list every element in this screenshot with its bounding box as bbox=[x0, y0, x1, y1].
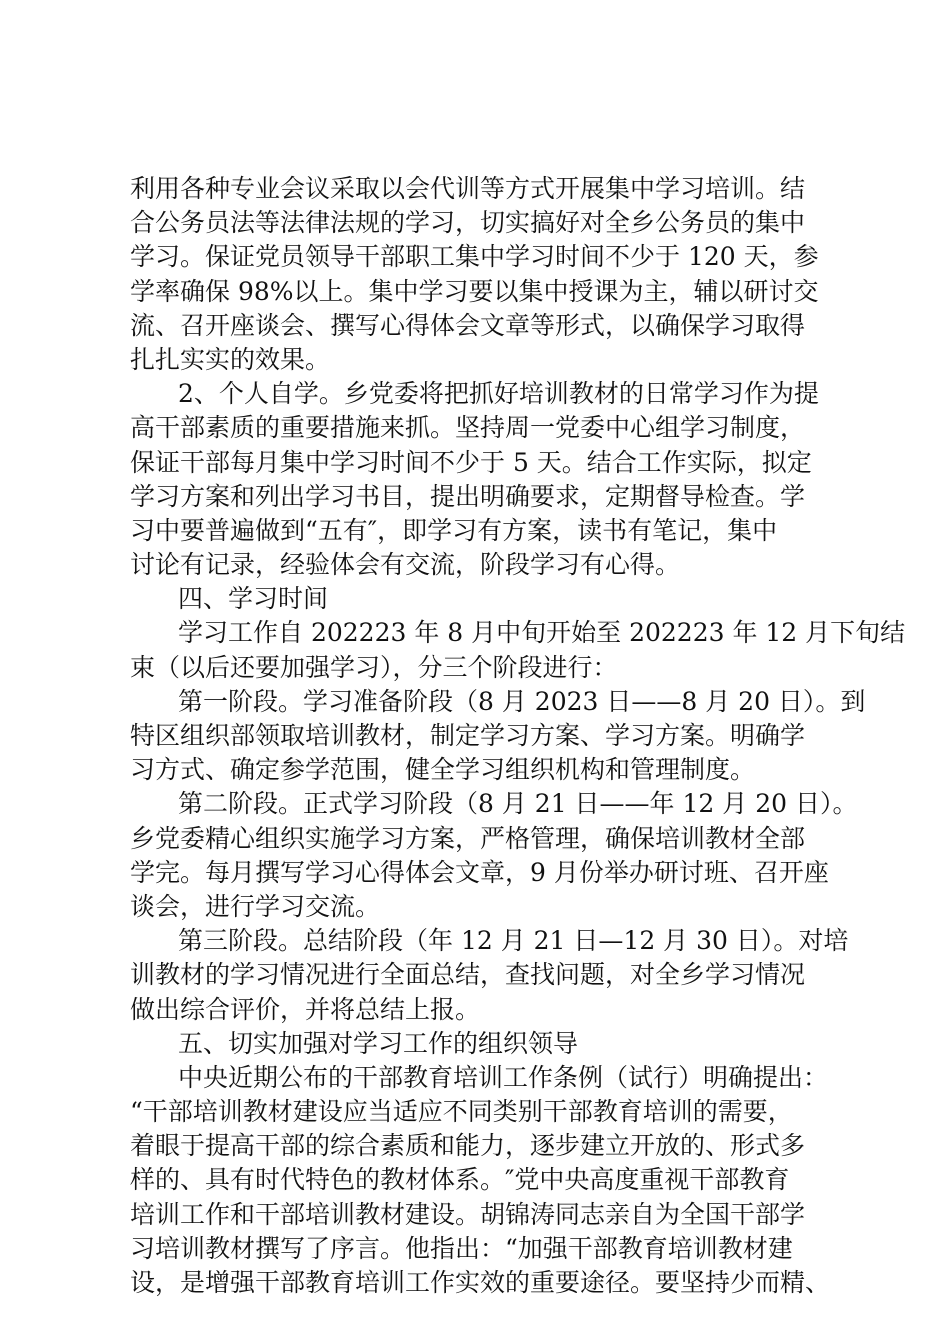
text-line: 流、召开座谈会、撰写心得体会文章等形式，以确保学习取得 bbox=[130, 310, 806, 340]
text-line: 做出综合评价，并将总结上报。 bbox=[130, 994, 481, 1024]
paragraph-start-line: 中央近期公布的干部教育培训工作条例（试行）明确提出： bbox=[178, 1062, 829, 1092]
body-text bbox=[130, 172, 906, 1300]
text-line: 学习方案和列出学习书目，提出明确要求，定期督导检查。学 bbox=[130, 481, 806, 511]
text-line: “干部培训教材建设应当适应不同类别干部教育培训的需要， bbox=[130, 1097, 793, 1127]
paragraph-start-line: 2、个人自学。乡党委将把抓好培训教材的日常学习作为提 bbox=[178, 379, 819, 409]
text-line: 高干部素质的重要措施来抓。坚持周一党委中心组学习制度， bbox=[130, 413, 806, 443]
text-line: 扎扎实实的效果。 bbox=[130, 344, 331, 374]
text-line: 谈会，进行学习交流。 bbox=[130, 891, 381, 921]
text-line: 习方式、确定参学范围，健全学习组织机构和管理制度。 bbox=[130, 755, 756, 785]
text-line: 培训工作和干部培训教材建设。胡锦涛同志亲自为全国干部学 bbox=[130, 1199, 806, 1229]
text-line: 学率确保 98%以上。集中学习要以集中授课为主，辅以研讨交 bbox=[130, 276, 819, 306]
paragraph-start-line: 第二阶段。正式学习阶段（8 月 21 日——年 12 月 20 日）。 bbox=[178, 789, 858, 819]
text-line: 习培训教材撰写了序言。他指出：“加强干部教育培训教材建 bbox=[130, 1233, 793, 1263]
text-line: 训教材的学习情况进行全面总结，查找问题，对全乡学习情况 bbox=[130, 960, 806, 990]
text-line: 特区组织部领取培训教材，制定学习方案、学习方案。明确学 bbox=[130, 721, 806, 750]
text-line: 学完。每月撰写学习心得体会文章，9 月份举办研讨班、召开座 bbox=[130, 857, 829, 887]
text-line: 学习。保证党员领导干部职工集中学习时间不少于 120 天，参 bbox=[130, 242, 819, 272]
text-line: 合公务员法等法律法规的学习，切实搞好对全乡公务员的集中 bbox=[130, 208, 806, 238]
section-heading: 四、学习时间 bbox=[178, 584, 329, 614]
text-line: 样的、具有时代特色的教材体系。″党中央高度重视干部教育 bbox=[130, 1165, 790, 1195]
text-line: 着眼于提高干部的综合素质和能力，逐步建立开放的、形式多 bbox=[130, 1131, 806, 1161]
text-line: 利用各种专业会议采取以会代训等方式开展集中学习培训。结 bbox=[130, 174, 806, 203]
paragraph-start-line: 学习工作自 202223 年 8 月中旬开始至 202223 年 12 月下旬结 bbox=[178, 618, 906, 648]
section-heading: 五、切实加强对学习工作的组织领导 bbox=[178, 1028, 579, 1058]
text-line: 讨论有记录，经验体会有交流，阶段学习有心得。 bbox=[130, 550, 681, 580]
paragraph-start-line: 第三阶段。总结阶段（年 12 月 21 日—12 月 30 日）。对培 bbox=[178, 926, 849, 956]
paragraph-start-line: 第一阶段。学习准备阶段（8 月 2023 日——8 月 20 日）。到 bbox=[178, 686, 866, 716]
text-line: 束（以后还要加强学习），分三个阶段进行： bbox=[130, 652, 618, 682]
text-line: 设，是增强干部教育培训工作实效的重要途径。要坚持少而精、 bbox=[130, 1268, 831, 1297]
text-line: 习中要普遍做到“五有″，即学习有方案，读书有笔记，集中 bbox=[130, 515, 778, 545]
text-line: 保证干部每月集中学习时间不少于 5 天。结合工作实际，拟定 bbox=[130, 447, 812, 477]
text-line: 乡党委精心组织实施学习方案，严格管理，确保培训教材全部 bbox=[130, 823, 806, 853]
